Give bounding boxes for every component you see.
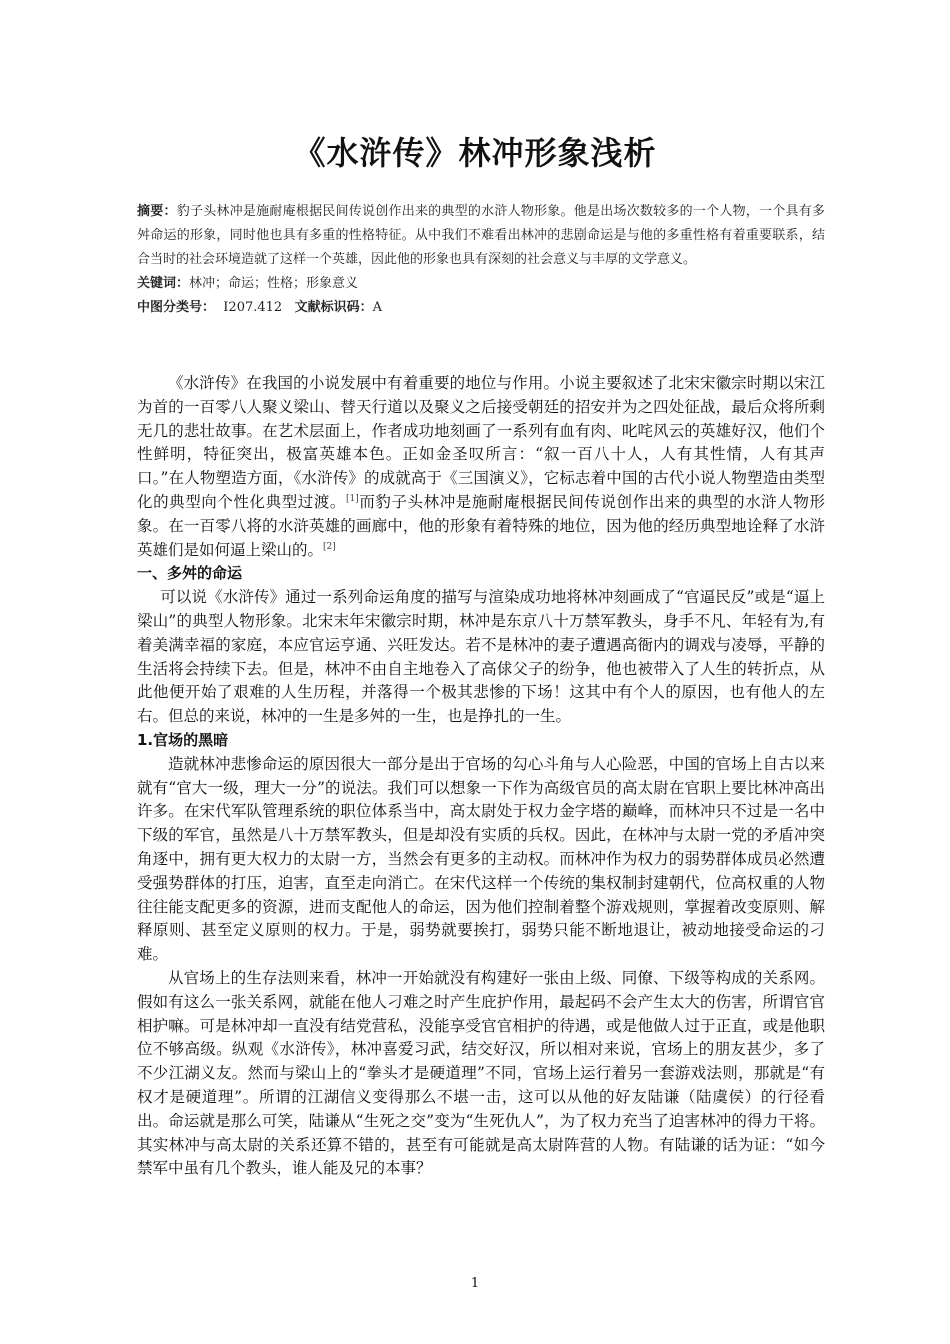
paper-title: 《水浒传》林冲形象浅析 (293, 134, 657, 172)
subsection1-paragraph-2: 从官场上的生存法则来看，林冲一开始就没有构建好一张由上级、同僚、下级等构成的关系网。假如有这么一张关系网，就能在他人刁难之时产生庇护作用，最起码不会产生太大的伤害，所谓官官相护嘛。可是林冲却一直没有结党营私，没能享受官官相护的待遇，或是他做人过于正直，或是他职位不够高级。纵观《水浒传》，林冲喜爱习武，结交好汉，所以相对来说，官场上的朋友甚少，多了不少江湖义友。然而与梁山上的“拳头才是硬道理”不同，官场上运行着另一套游戏法则，那就是“有权才是硬道理”。所谓的江湖信义变得那么不堪一击，这可以从他的好友陆谦（陆虞侯）的行径看出。命运就是那么可笑，陆谦从“生死之交”变为“生死仇人”，为了权力充当了迫害林冲的得力干将。其实林冲与高太尉的关系还算不错的，甚至有可能就是高太尉阵营的人物。有陆谦的话为证：“如今禁军中虽有几个教头，谁人能及兄的本事？ (137, 968, 825, 1178)
reference-marker-2: [2] (323, 541, 336, 552)
subsection1-paragraph-1: 造就林冲悲惨命运的原因很大一部分是出于官场的勾心斗角与人心险恶，中国的官场上自古以来就有“官大一级，理大一分”的说法。我们可以想象一下作为高级官员的高太尉在官职上要比林冲高出许多。在宋代军队管理系统的职位体系当中，高太尉处于权力金字塔的巅峰，而林冲只不过是一名中下级的军官，虽然是八十万禁军教头，但是却没有实质的兵权。因此，在林冲与太尉一党的矛盾冲突角逐中，拥有更大权力的太尉一方，当然会有更多的主动权。而林冲作为权力的弱势群体成员必然遭受强势群体的打压，迫害，直至走向消亡。在宋代这样一个传统的集权制封建朝代，位高权重的人物往往能支配更多的资源，进而支配他人的命运，因为他们控制着整个游戏规则，掌握着改变原则、解释原则、甚至定义原则的权力。于是，弱势就要挨打，弱势只能不断地退让，被动地接受命运的刁难。 (137, 754, 825, 964)
keywords-text: 林冲；命运；性格；形象意义 (189, 276, 359, 291)
classification-line (137, 296, 825, 320)
document-code-value: A (372, 300, 382, 315)
body-text (137, 372, 825, 1181)
abstract-text: 豹子头林冲是施耐庵根据民间传说创作出来的典型的水浒人物形象。他是出场次数较多的一个人物，一个具有多舛命运的形象，同时他也具有多重的性格特征。从中我们不难看出林冲的悲剧命运是与他的多重性格有着重要联系，结合当时的社会环境造就了这样一个英雄，因此他的形象也具有深刻的社会意义与丰厚的文学意义。 (137, 204, 825, 267)
section1-paragraph: 可以说《水浒传》通过一系列命运角度的描写与渲染成功地将林冲刻画成了“官逼民反”或是“逼上梁山”的典型人物形象。北宋末年宋徽宗时期，林冲是东京八十万禁军教头，身手不凡、年轻有为,有着美满幸福的家庭，本应官运亨通、兴旺发达。若不是林冲的妻子遭遇高衙内的调戏与凌辱，平静的生活将会持续下去。但是，林冲不由自主地卷入了高俅父子的纷争，他也被带入了人生的转折点，从此他便开始了艰难的人生历程，并落得一个极其悲惨的下场！这其中有个人的原因，也有他人的左右。但总的来说，林冲的一生是多舛的一生，也是挣扎的一生。 (137, 588, 825, 726)
intro-paragraph (137, 372, 825, 562)
intro-text-part2: 而豹子头林冲是施耐庵根据民间传说创作出来的典型的水浒人物形象。在一百零八将的水浒英雄的画廊中，他的形象有着特殊的地位，因为他的经历典型地诠释了水浒英雄们是如何逼上梁山的。 (137, 492, 825, 559)
classification-value: I207.412 (223, 300, 283, 315)
section-heading-1: 一、多舛的命运 (137, 564, 243, 583)
intro-text-part1: 《水浒传》在我国的小说发展中有着重要的地位与作用。小说主要叙述了北宋宋徽宗时期以宋江为首的一百零八人聚义梁山、替天行道以及聚义之后接受朝廷的招安并为之四处征战，最后众将所剩无几的悲壮故事。在艺术层面上，作者成功地刻画了一系列有血有肉、叱咤风云的英雄好汉，他们个性鲜明，特征突出，极富英雄本色。正如金圣叹所言：“叙一百八十人，人有其性情，人有其声口。”在人物塑造方面，《水浒传》的成就高于《三国演义》，它标志着中国的古代小说人物塑造由类型化的典型向个性化典型过渡。 (137, 374, 825, 511)
document-code-label: 文献标识码： (294, 300, 373, 315)
abstract (137, 200, 825, 272)
page-number: 1 (470, 1276, 480, 1291)
classification-label: 中图分类号： (137, 300, 216, 315)
abstract-label: 摘要： (137, 204, 177, 219)
subsection-heading-1: 1.官场的黑暗 (137, 730, 229, 749)
keywords (137, 272, 825, 296)
keywords-label: 关键词： (137, 276, 190, 291)
reference-marker-1: [1] (346, 493, 359, 504)
abstract-block (137, 200, 825, 320)
